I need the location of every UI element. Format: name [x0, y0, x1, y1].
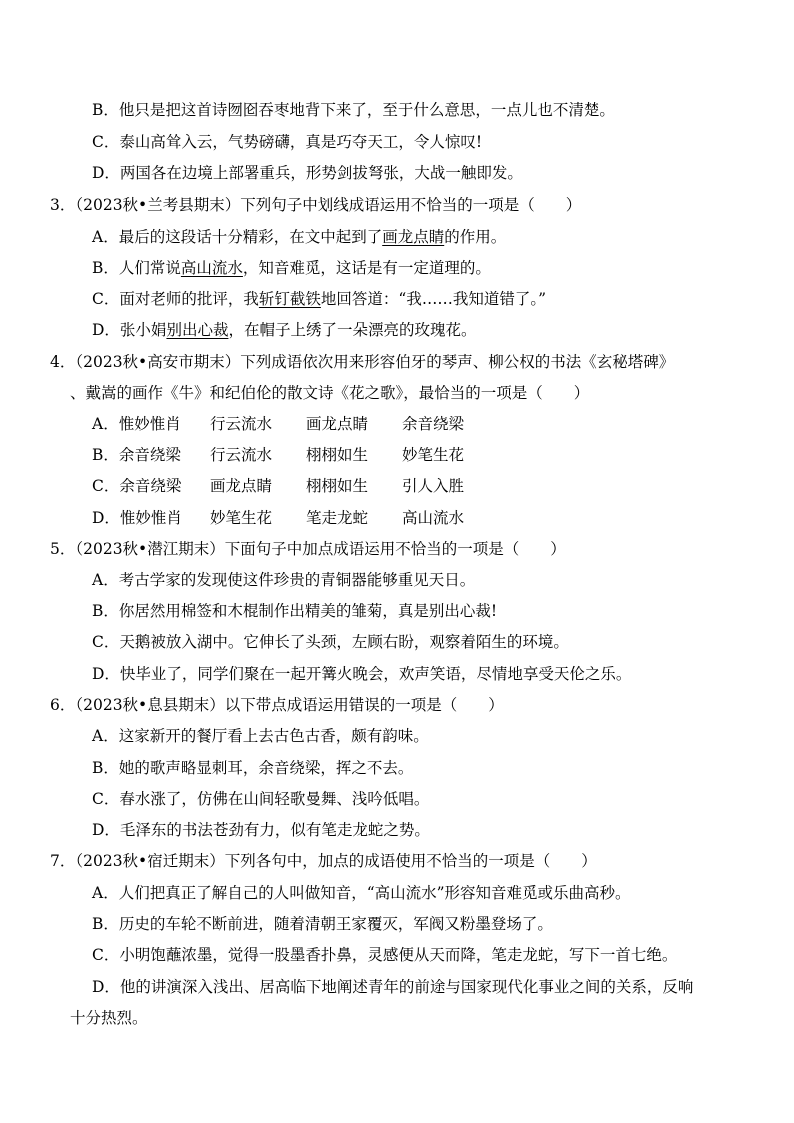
q4-option-d-label: D．惟妙惟肖 — [92, 509, 182, 527]
q5-option-a: A．考古学家的发现使这件珍贵的青铜器能够重见天日。 — [92, 571, 476, 589]
q5-option-b: B．你居然用棉签和木棍制作出精美的雏菊，真是别出心裁! — [92, 602, 498, 620]
q6-option-d: D．毛泽东的书法苍劲有力，似有笔走龙蛇之势。 — [92, 821, 430, 839]
q7-option-d-line-1: D．他的讲演深入浅出、居高临下地阐述青年的前途与国家现代化事业之间的关系，反响 — [92, 978, 694, 996]
q7-stem: 7．（2023秋•宿迁期末）下列各句中，加点的成语使用不恰当的一项是（ ） — [50, 852, 597, 870]
q2-option-c: C．泰山高耸入云，气势磅礴，真是巧夺天工，令人惊叹! — [92, 133, 483, 151]
q4-option-a-label: A．惟妙惟肖 — [92, 415, 181, 433]
q6-option-a: A．这家新开的餐厅看上去古色古香，颇有韵味。 — [92, 727, 429, 745]
q4-option-d-3: 笔走龙蛇 — [306, 509, 369, 527]
q5-option-d: D．快毕业了，同学们聚在一起开篝火晚会，欢声笑语，尽情地享受天伦之乐。 — [92, 665, 632, 683]
q4-option-c-label: C．余音绕梁 — [92, 477, 182, 495]
q3-option-b — [92, 258, 491, 278]
q4-option-a-4: 余音绕梁 — [402, 415, 465, 433]
q2-option-b: B．他只是把这首诗囫囵吞枣地背下来了，至于什么意思，一点儿也不清楚。 — [92, 101, 615, 119]
q3-option-a-idiom: 画龙点睛 — [382, 228, 445, 246]
q3-option-b-idiom: 高山流水 — [180, 259, 243, 277]
q4-option-d-4: 高山流水 — [402, 509, 465, 527]
q7-option-d-line-2: 十分热烈。 — [70, 1009, 148, 1027]
q5-stem: 5．（2023秋•潜江期末）下面句子中加点成语运用不恰当的一项是（ ） — [50, 540, 566, 558]
q7-option-b: B．历史的车轮不断前进，随着清朝王家覆灭，军阀又粉墨登场了。 — [92, 915, 553, 933]
q4-option-c — [92, 476, 498, 496]
q3-option-a-pre: A．最后的这段话十分精彩，在文中起到了 — [92, 228, 383, 246]
q3-option-a — [92, 227, 506, 247]
q4-option-b-3: 栩栩如生 — [306, 446, 369, 464]
q3-option-c-idiom: 斩钉截铁 — [258, 290, 321, 308]
q4-option-b-label: B．余音绕梁 — [92, 446, 181, 464]
q4-option-d-2: 妙笔生花 — [210, 509, 273, 527]
q7-option-c: C．小明饱蘸浓墨，觉得一股墨香扑鼻，灵感便从天而降，笔走龙蛇，写下一首七绝。 — [92, 946, 678, 964]
q3-option-c-pre: C．面对老师的批评，我 — [92, 290, 259, 308]
q4-option-b — [92, 445, 498, 465]
q7-option-a: A．人们把真正了解自己的人叫做知音，“高山流水”形容知音难觅或乐曲高秒。 — [92, 884, 631, 902]
q6-stem: 6．（2023秋•息县期末）以下带点成语运用错误的一项是（ ） — [50, 696, 504, 714]
q4-option-c-3: 栩栩如生 — [306, 477, 369, 495]
q3-option-c — [92, 289, 546, 309]
q4-option-b-2: 行云流水 — [210, 446, 273, 464]
q3-option-a-post: 的作用。 — [444, 228, 507, 246]
q4-option-b-4: 妙笔生花 — [402, 446, 465, 464]
q4-option-c-2: 画龙点睛 — [210, 477, 273, 495]
q6-option-b: B．她的歌声略显刺耳，余音绕梁，挥之不去。 — [92, 759, 414, 777]
q6-option-c: C．春水涨了，仿佛在山间轻歌曼舞、浅吟低唱。 — [92, 790, 430, 808]
q5-option-c: C．天鹅被放入湖中。它伸长了头颈，左顾右盼，观察着陌生的环境。 — [92, 633, 569, 651]
q4-option-a — [92, 414, 498, 434]
q3-option-d — [92, 320, 476, 340]
q4-option-a-3: 画龙点睛 — [306, 415, 369, 433]
q3-stem: 3．（2023秋•兰考县期末）下列句子中划线成语运用不恰当的一项是（ ） — [50, 196, 582, 214]
q3-option-c-post: 地回答道：“我……我知道错了。” — [320, 290, 546, 308]
q3-option-d-post: ，在帽子上绣了一朵漂亮的玫瑰花。 — [228, 321, 477, 339]
q4-stem-line-2: 、戴嵩的画作《牛》和纪伯伦的散文诗《花之歌》，最恰当的一项是（ ） — [70, 384, 590, 402]
q3-option-d-idiom: 别出心裁 — [166, 321, 229, 339]
q4-stem-line-1: 4．（2023秋•高安市期末）下列成语依次用来形容伯牙的琴声、柳公权的书法《玄秘塔碑》 — [50, 353, 675, 371]
q4-option-c-4: 引人入胜 — [402, 477, 465, 495]
q3-option-d-pre: D．张小娟 — [92, 321, 167, 339]
q4-option-d — [92, 508, 498, 528]
q3-option-b-pre: B．人们常说 — [92, 259, 181, 277]
q2-option-d: D．两国各在边境上部署重兵，形势剑拔弩张，大战一触即发。 — [92, 164, 523, 182]
q3-option-b-post: ，知音难觅，这话是有一定道理的。 — [242, 259, 491, 277]
q4-option-a-2: 行云流水 — [210, 415, 273, 433]
